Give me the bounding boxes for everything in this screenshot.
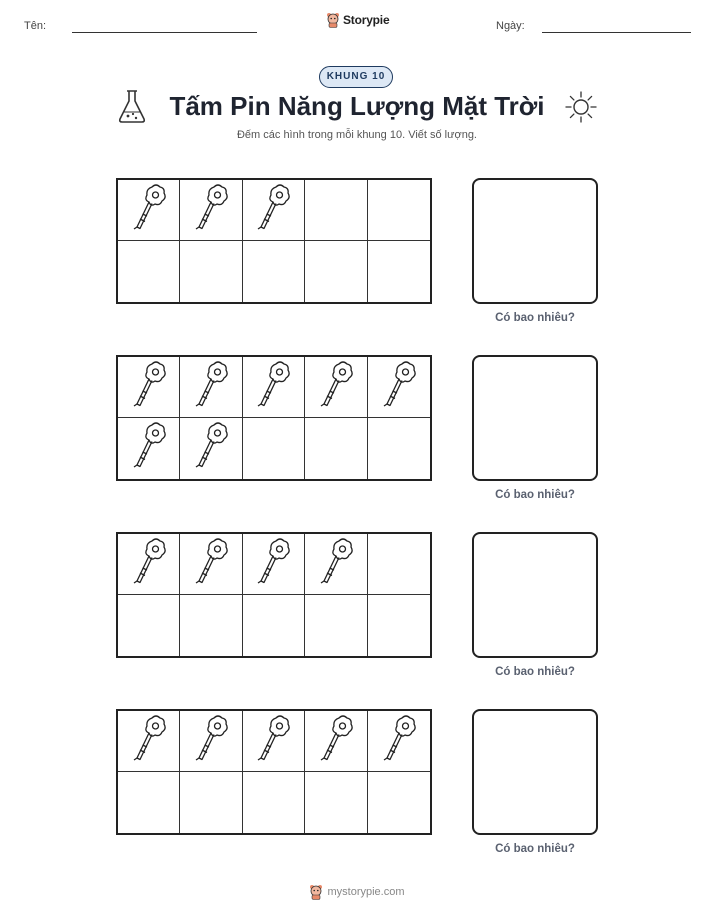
frame-cell: [305, 418, 367, 479]
frame-cell: [180, 711, 242, 772]
key-icon: [254, 714, 292, 769]
answer-box[interactable]: [472, 709, 598, 835]
frame-cell: [368, 241, 430, 302]
frame-cell: [305, 180, 367, 241]
ten-frame: [116, 178, 432, 304]
bear-mascot-icon: [326, 12, 340, 28]
key-icon: [130, 714, 168, 769]
frame-cell: [243, 180, 305, 241]
key-icon: [130, 360, 168, 415]
key-icon: [192, 537, 230, 592]
key-icon: [192, 183, 230, 238]
frame-cell: [368, 711, 430, 772]
bear-mascot-icon: [309, 884, 323, 900]
key-icon: [380, 360, 418, 415]
frame-cell: [305, 357, 367, 418]
frame-cell: [243, 711, 305, 772]
brand-logo: [326, 12, 389, 28]
footer: [0, 884, 714, 900]
frame-cell: [305, 534, 367, 595]
frame-cell: [243, 241, 305, 302]
answer-box[interactable]: [472, 355, 598, 481]
frame-cell: [305, 595, 367, 656]
frame-cell: [243, 534, 305, 595]
date-field[interactable]: [542, 32, 691, 33]
worksheet-badge: KHUNG 10: [319, 66, 393, 88]
frame-cell: [180, 534, 242, 595]
frame-cell: [180, 772, 242, 833]
frame-cell: [305, 241, 367, 302]
name-label: Tên:: [24, 20, 47, 32]
frame-cell: [118, 357, 180, 418]
name-field[interactable]: [72, 32, 257, 33]
frame-cell: [118, 772, 180, 833]
key-icon: [192, 360, 230, 415]
frame-cell: [368, 180, 430, 241]
frame-cell: [305, 711, 367, 772]
key-icon: [317, 714, 355, 769]
frame-cell: [368, 772, 430, 833]
key-icon: [130, 183, 168, 238]
ten-frame: [116, 709, 432, 835]
frame-cell: [305, 772, 367, 833]
frame-cell: [243, 595, 305, 656]
answer-question: Có bao nhiêu?: [495, 489, 575, 501]
frame-cell: [180, 357, 242, 418]
key-icon: [380, 714, 418, 769]
ten-frame: [116, 355, 432, 481]
brand-name: Storypie: [343, 13, 390, 27]
frame-cell: [118, 534, 180, 595]
answer-question: Có bao nhiêu?: [495, 843, 575, 855]
frame-cell: [118, 241, 180, 302]
frame-cell: [368, 357, 430, 418]
answer-box[interactable]: [472, 178, 598, 304]
date-label: Ngày:: [496, 20, 525, 32]
answer-question: Có bao nhiêu?: [495, 666, 575, 678]
key-icon: [192, 421, 230, 476]
frame-cell: [243, 772, 305, 833]
sun-icon: [564, 90, 598, 124]
frame-cell: [368, 418, 430, 479]
frame-cell: [118, 595, 180, 656]
key-icon: [317, 537, 355, 592]
frame-cell: [243, 418, 305, 479]
frame-cell: [118, 711, 180, 772]
answer-box[interactable]: [472, 532, 598, 658]
frame-cell: [180, 241, 242, 302]
frame-cell: [180, 418, 242, 479]
frame-cell: [368, 534, 430, 595]
answer-question: Có bao nhiêu?: [495, 312, 575, 324]
key-icon: [317, 360, 355, 415]
key-icon: [254, 183, 292, 238]
ten-frame: [116, 532, 432, 658]
instructions: Đếm các hình trong mỗi khung 10. Viết số lượng.: [236, 129, 477, 141]
frame-cell: [180, 180, 242, 241]
footer-url: mystorypie.com: [327, 886, 405, 898]
page-title: Tấm Pin Năng Lượng Mặt Trời: [169, 91, 545, 121]
key-icon: [130, 421, 168, 476]
key-icon: [192, 714, 230, 769]
frame-cell: [368, 595, 430, 656]
key-icon: [254, 360, 292, 415]
frame-cell: [180, 595, 242, 656]
frame-cell: [243, 357, 305, 418]
frame-cell: [118, 418, 180, 479]
key-icon: [254, 537, 292, 592]
frame-cell: [118, 180, 180, 241]
key-icon: [130, 537, 168, 592]
